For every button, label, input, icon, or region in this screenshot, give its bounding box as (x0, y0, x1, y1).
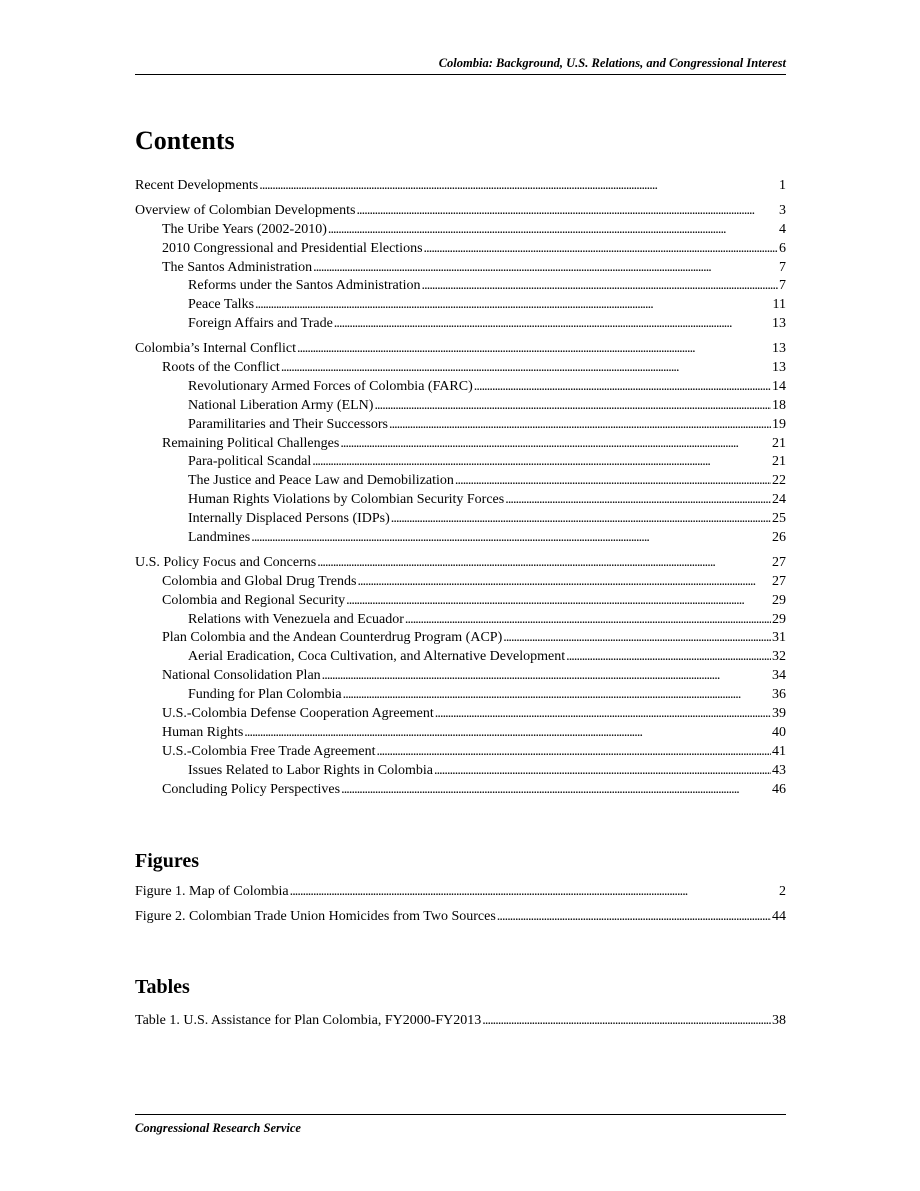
toc-entry[interactable] (135, 510, 786, 529)
dot-leader (505, 491, 771, 510)
toc-entry[interactable] (135, 397, 786, 416)
dot-leader (244, 724, 771, 743)
toc-entry-title: Funding for Plan Colombia (188, 687, 342, 703)
toc-entry-page-number: 6 (779, 240, 786, 256)
toc-entry-title: The Justice and Peace Law and Demobilization (188, 473, 454, 489)
toc-entry-page-number: 36 (772, 687, 786, 703)
toc-entry[interactable] (135, 453, 786, 472)
toc-entry-title: Landmines (188, 530, 251, 546)
toc-entry[interactable] (135, 296, 786, 315)
toc-entry-page-number: 2 (779, 884, 786, 899)
toc-entry-page-number: 7 (779, 259, 786, 275)
dot-leader (434, 762, 771, 781)
toc-entry-title: Foreign Affairs and Trade (188, 316, 333, 332)
toc-entry-page-number: 19 (772, 416, 786, 432)
toc-entry[interactable] (135, 648, 786, 667)
toc-entry[interactable] (135, 277, 786, 296)
toc-entry-page-number: 18 (772, 397, 786, 413)
toc-entry[interactable] (135, 667, 786, 686)
dot-leader (251, 529, 771, 548)
toc-entry-title: Colombia’s Internal Conflict (135, 341, 296, 357)
dot-leader (297, 340, 771, 359)
toc-entry-title: Concluding Policy Perspectives (162, 781, 341, 797)
toc-entry-title: Issues Related to Labor Rights in Colombia (188, 762, 433, 778)
toc-entry[interactable] (135, 315, 786, 334)
toc-entry-page-number: 4 (779, 221, 786, 237)
dot-leader (312, 453, 771, 472)
toc-entry-page-number: 29 (772, 592, 786, 608)
dot-leader (374, 397, 771, 416)
toc-entry[interactable] (135, 1012, 786, 1031)
toc-entry[interactable] (135, 221, 786, 240)
toc-entry-page-number: 39 (772, 706, 786, 722)
dot-leader (346, 592, 771, 611)
dot-leader (474, 378, 771, 397)
toc-entry-page-number: 21 (772, 435, 786, 451)
toc-entry-title: Colombia and Global Drug Trends (162, 573, 357, 589)
toc-entry-title: The Uribe Years (2002-2010) (162, 221, 327, 237)
toc-entry-page-number: 11 (772, 297, 786, 313)
toc-entry-title: U.S. Policy Focus and Concerns (135, 554, 317, 570)
toc-entry[interactable] (135, 724, 786, 743)
running-header: Colombia: Background, U.S. Relations, and Congressional Interest (438, 56, 786, 70)
dot-leader (340, 435, 771, 454)
dot-leader (435, 705, 771, 724)
toc-entry-page-number: 38 (772, 1013, 786, 1028)
toc-entry[interactable] (135, 435, 786, 454)
dot-leader (259, 177, 778, 196)
toc-entry-title: Recent Developments (135, 178, 259, 193)
toc-entry-page-number: 34 (772, 668, 786, 684)
toc-entry-page-number: 25 (772, 511, 786, 527)
dot-leader (566, 648, 771, 667)
toc-entry-title: Colombia and Regional Security (162, 592, 346, 608)
toc-entry-page-number: 24 (772, 492, 786, 508)
dot-leader (322, 667, 771, 686)
dot-leader (328, 221, 778, 240)
toc-entry-page-number: 41 (772, 743, 786, 759)
toc-entry-page-number: 13 (772, 316, 786, 332)
toc-entry-page-number: 21 (772, 454, 786, 470)
toc-entry[interactable] (135, 573, 786, 592)
toc-entry-title: Human Rights (162, 724, 244, 740)
toc-entry-page-number: 1 (779, 178, 786, 193)
toc-entry[interactable] (135, 762, 786, 781)
toc-entry-title: National Consolidation Plan (162, 668, 321, 684)
toc-entry-title: Relations with Venezuela and Ecuador (188, 611, 404, 627)
tables-heading: Tables (135, 976, 190, 998)
figures-heading: Figures (135, 850, 200, 872)
toc-entry-title: The Santos Administration (162, 259, 313, 275)
dot-leader (503, 629, 771, 648)
dot-leader (313, 259, 778, 278)
dot-leader (357, 573, 771, 592)
dot-leader (405, 611, 771, 630)
toc-entry[interactable] (135, 908, 786, 927)
toc-entry-page-number: 27 (772, 554, 786, 570)
toc-entry-title: U.S.-Colombia Free Trade Agreement (162, 743, 376, 759)
toc-entry[interactable] (135, 378, 786, 397)
footer-publisher: Congressional Research Service (135, 1121, 301, 1135)
dot-leader (341, 781, 771, 800)
toc-entry-title: Internally Displaced Persons (IDPs) (188, 511, 390, 527)
toc-entry[interactable] (135, 592, 786, 611)
toc-entry-title: Remaining Political Challenges (162, 435, 340, 451)
dot-leader (497, 908, 771, 927)
toc-entry[interactable] (135, 611, 786, 630)
header-divider (135, 74, 786, 75)
toc-entry-page-number: 31 (772, 630, 786, 646)
figures-list (135, 883, 786, 927)
toc-entry-title: Paramilitaries and Their Successors (188, 416, 388, 432)
dot-leader (482, 1012, 771, 1031)
toc-entry[interactable] (135, 359, 786, 378)
dot-leader (281, 359, 771, 378)
toc-entry[interactable] (135, 416, 786, 435)
toc-entry[interactable] (135, 554, 786, 573)
dot-leader (391, 510, 771, 529)
toc-entry[interactable] (135, 491, 786, 510)
toc-entry-page-number: 3 (779, 202, 786, 218)
toc-entry[interactable] (135, 629, 786, 648)
toc-entry-page-number: 13 (772, 341, 786, 357)
dot-leader (334, 315, 771, 334)
dot-leader (356, 202, 778, 221)
toc-entry[interactable] (135, 705, 786, 724)
dot-leader (376, 743, 771, 762)
toc-entry-title: Reforms under the Santos Administration (188, 278, 421, 294)
toc-entry-page-number: 14 (772, 378, 786, 394)
toc-entry-title: U.S.-Colombia Defense Cooperation Agreement (162, 706, 434, 722)
toc-entry[interactable] (135, 781, 786, 800)
contents-heading: Contents (135, 126, 235, 155)
toc-entry-title: National Liberation Army (ELN) (188, 397, 374, 413)
toc-entry[interactable] (135, 202, 786, 221)
dot-leader (343, 686, 771, 705)
toc-entry-page-number: 7 (779, 278, 786, 294)
toc-entry-title: Human Rights Violations by Colombian Security Forces (188, 492, 505, 508)
toc-entry-page-number: 27 (772, 573, 786, 589)
toc-entry-title: Aerial Eradication, Coca Cultivation, and Alternative Development (188, 649, 566, 665)
dot-leader (422, 277, 778, 296)
toc-entry[interactable] (135, 177, 786, 196)
toc-entry-title: Revolutionary Armed Forces of Colombia (FARC) (188, 378, 473, 394)
toc-entry-page-number: 22 (772, 473, 786, 489)
toc-entry-page-number: 46 (772, 781, 786, 797)
dot-leader (389, 416, 771, 435)
toc-entry-page-number: 29 (772, 611, 786, 627)
dot-leader (424, 240, 778, 259)
toc-entry-page-number: 26 (772, 530, 786, 546)
toc-entry-title: Overview of Colombian Developments (135, 202, 356, 218)
toc-entry[interactable] (135, 883, 786, 902)
toc-entry[interactable] (135, 340, 786, 359)
toc-entry-title: Figure 1. Map of Colombia (135, 884, 289, 899)
toc-entry-title: Table 1. U.S. Assistance for Plan Colombia, FY2000-FY2013 (135, 1013, 482, 1028)
footer-divider (135, 1114, 786, 1115)
tables-list (135, 1012, 786, 1031)
dot-leader (455, 472, 771, 491)
toc-entry-page-number: 13 (772, 360, 786, 376)
toc-entry[interactable] (135, 743, 786, 762)
dot-leader (255, 296, 772, 315)
toc-entry-title: Para-political Scandal (188, 454, 312, 470)
toc-entry[interactable] (135, 259, 786, 278)
toc-entry[interactable] (135, 472, 786, 491)
toc-entry-title: 2010 Congressional and Presidential Elections (162, 240, 423, 256)
dot-leader (290, 883, 778, 902)
toc-entry-title: Peace Talks (188, 297, 255, 313)
toc-entry-title: Plan Colombia and the Andean Counterdrug Program (ACP) (162, 630, 503, 646)
toc-entry[interactable] (135, 529, 786, 548)
toc-entry-title: Roots of the Conflict (162, 360, 280, 376)
toc-entry[interactable] (135, 240, 786, 259)
toc-entry[interactable] (135, 686, 786, 705)
dot-leader (317, 554, 771, 573)
toc-entry-page-number: 43 (772, 762, 786, 778)
toc-entry-page-number: 44 (772, 908, 786, 924)
toc-entry-page-number: 32 (772, 649, 786, 665)
contents-list (135, 177, 786, 800)
toc-entry-page-number: 40 (772, 724, 786, 740)
toc-entry-title: Figure 2. Colombian Trade Union Homicides from Two Sources (135, 908, 496, 924)
